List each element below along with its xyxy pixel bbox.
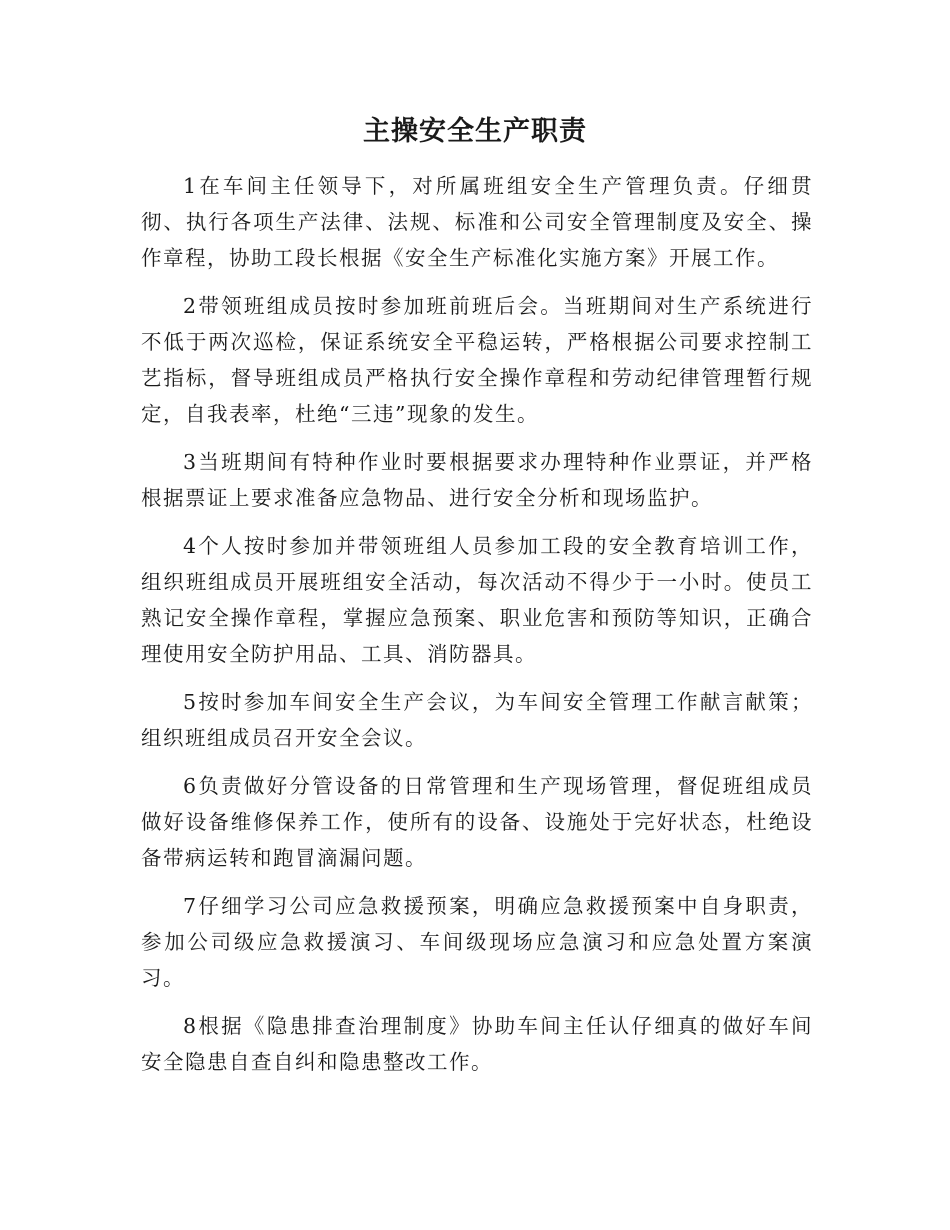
document-body — [141, 168, 813, 1092]
paragraph-4: 4个人按时参加并带领班组人员参加工段的安全教育培训工作，组织班组成员开展班组安全活动，每次活动不得少于一小时。使员工熟记安全操作章程，掌握应急预案、职业危害和预防等知识，正确合理使用安全防护用品、工具、消防器具。 — [141, 534, 813, 666]
paragraph-1: 1在车间主任领导下，对所属班组安全生产管理负责。仔细贯彻、执行各项生产法律、法规、标准和公司安全管理制度及安全、操作章程，协助工段长根据《安全生产标准化实施方案》开展工作。 — [141, 174, 813, 270]
paragraph-2: 2带领班组成员按时参加班前班后会。当班期间对生产系统进行不低于两次巡检，保证系统安全平稳运转，严格根据公司要求控制工艺指标，督导班组成员严格执行安全操作章程和劳动纪律管理暂行规定，自我表率，杜绝“三违”现象的发生。 — [141, 294, 813, 426]
paragraph-3: 3当班期间有特种作业时要根据要求办理特种作业票证，并严格根据票证上要求准备应急物品、进行安全分析和现场监护。 — [141, 450, 813, 510]
paragraph-5: 5按时参加车间安全生产会议，为车间安全管理工作献言献策；组织班组成员召开安全会议。 — [141, 690, 813, 750]
document-title: 主操安全生产职责 — [363, 116, 587, 147]
paragraph-8: 8根据《隐患排查治理制度》协助车间主任认仔细真的做好车间安全隐患自查自纠和隐患整改工作。 — [141, 1014, 813, 1074]
paragraph-6: 6负责做好分管设备的日常管理和生产现场管理，督促班组成员做好设备维修保养工作，使所有的设备、设施处于完好状态，杜绝设备带病运转和跑冒滴漏问题。 — [141, 774, 813, 870]
paragraph-7: 7仔细学习公司应急救援预案，明确应急救援预案中自身职责，参加公司级应急救援演习、车间级现场应急演习和应急处置方案演习。 — [141, 894, 813, 990]
